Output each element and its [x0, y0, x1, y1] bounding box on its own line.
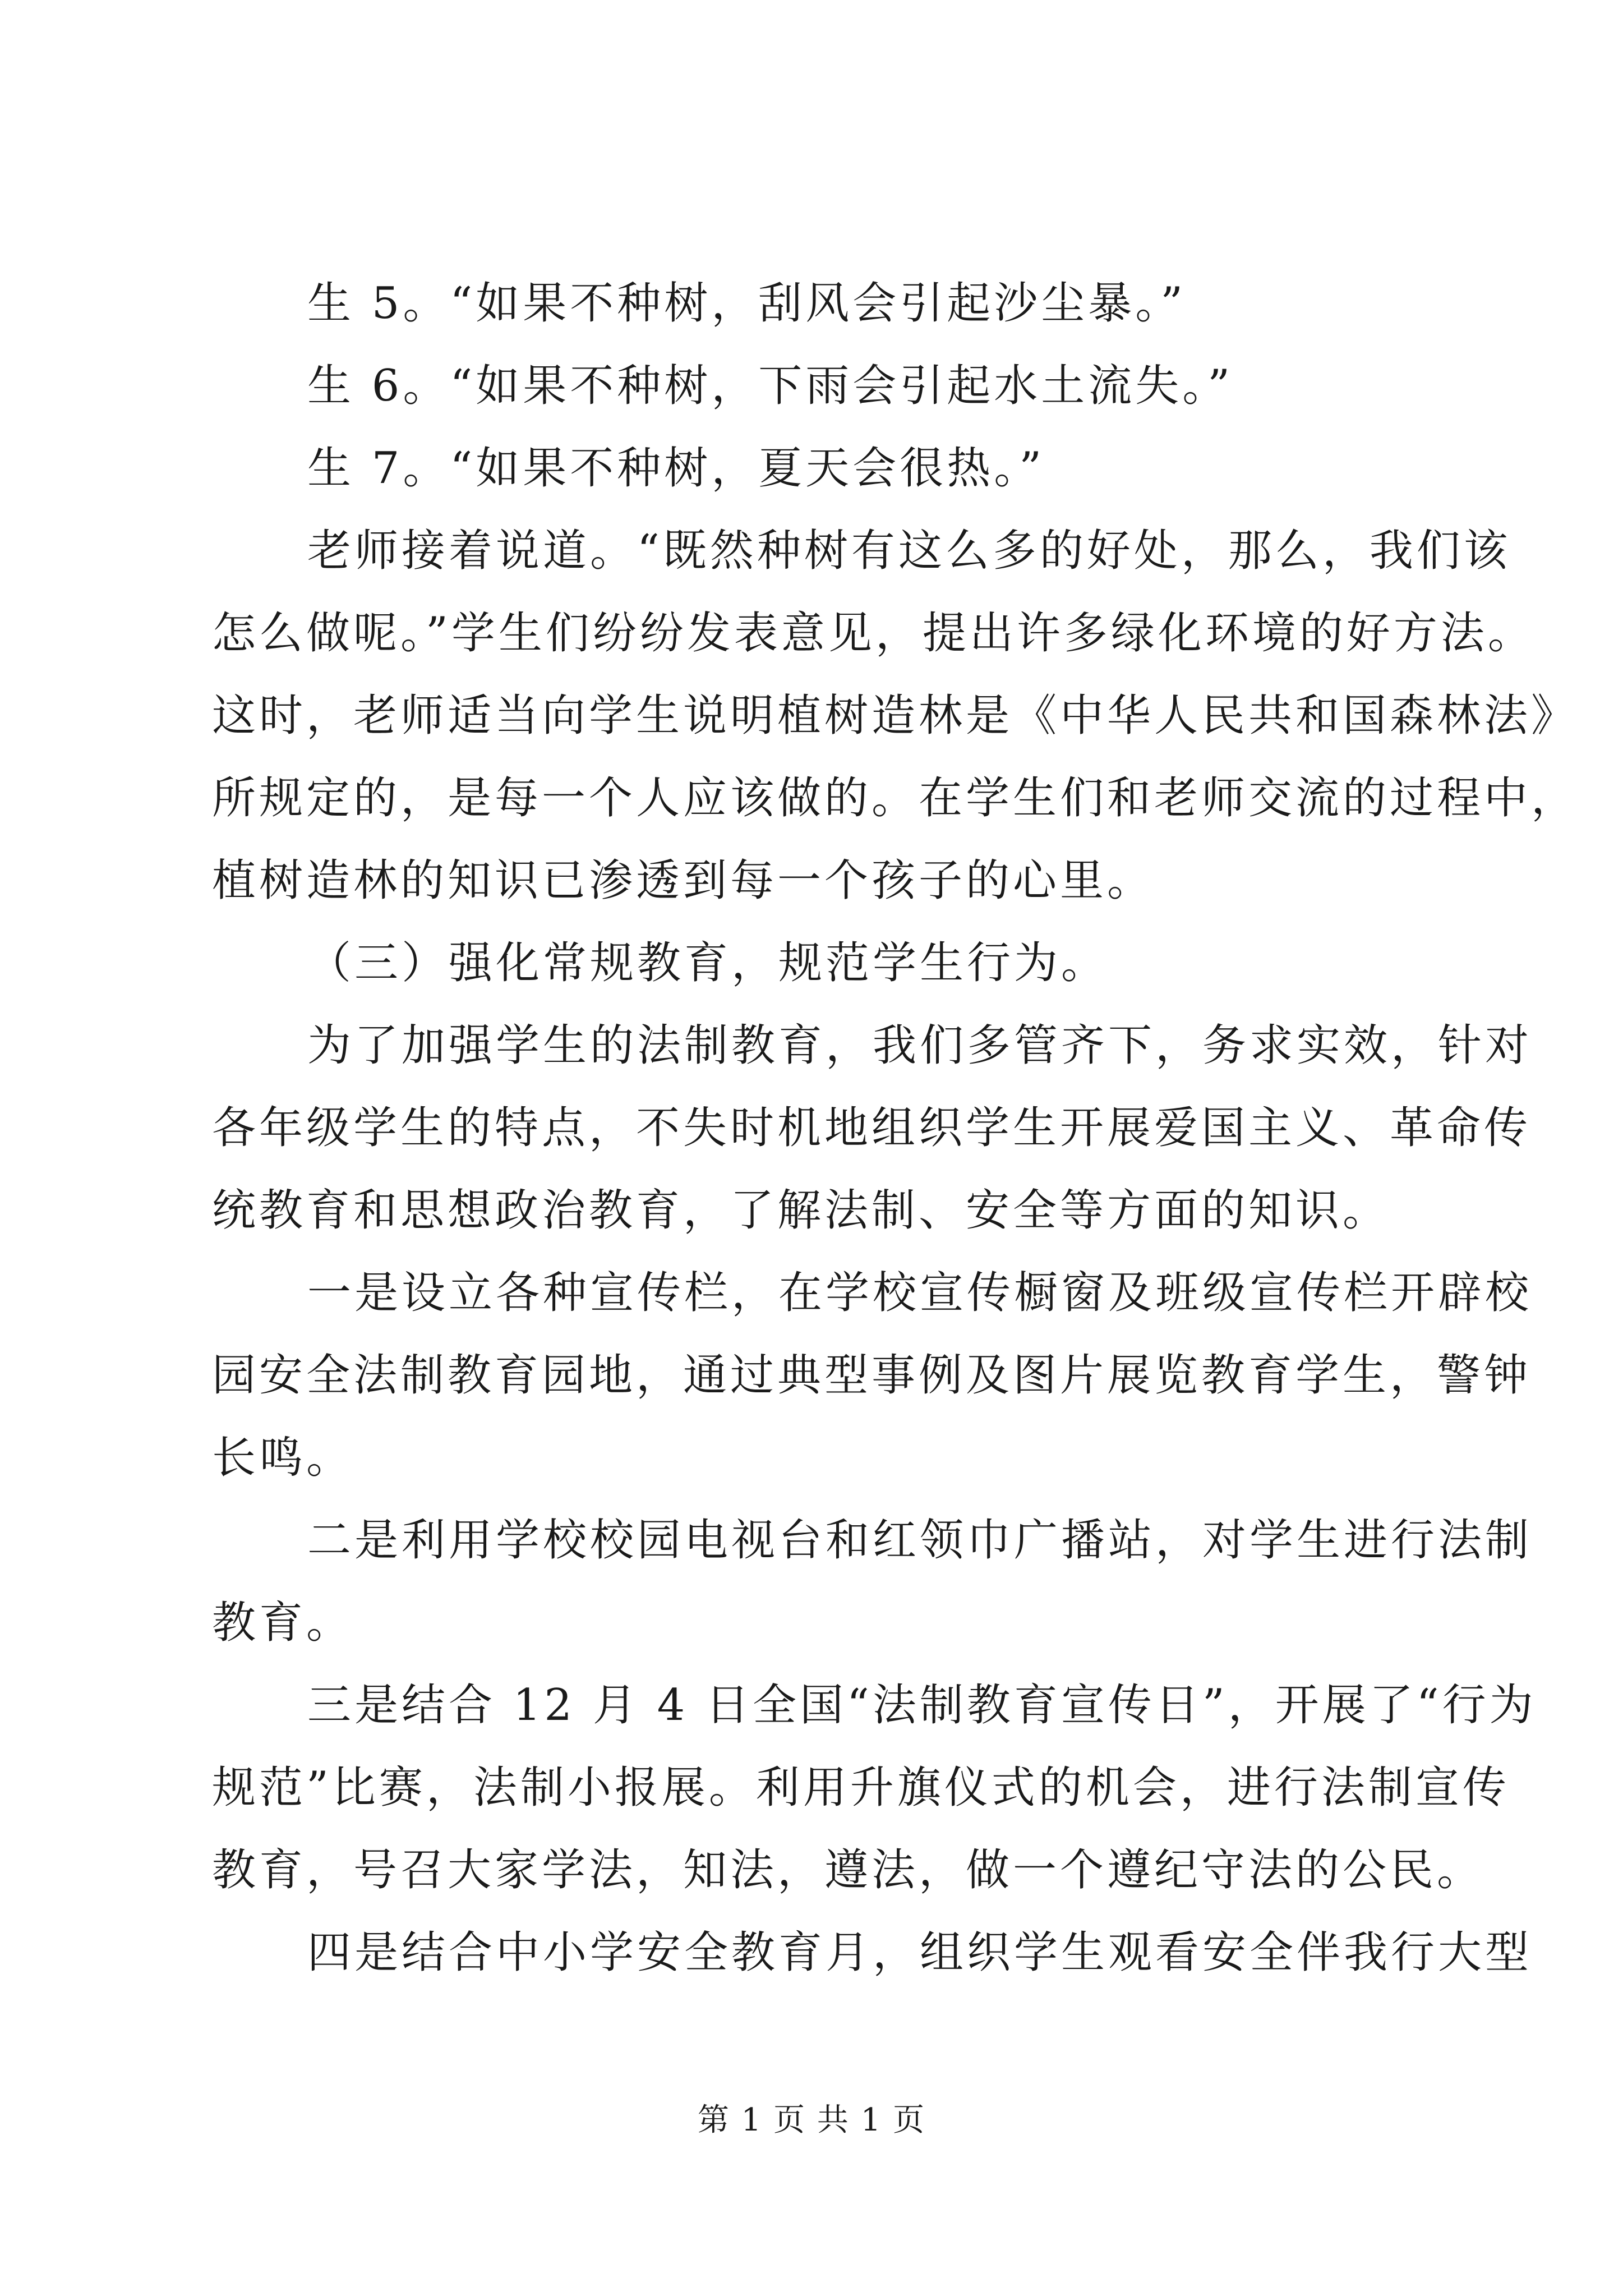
paragraph-item-4-line-1: 四是结合中小学安全教育月，组织学生观看安全伴我行大型 [307, 1927, 1533, 1978]
line-student-5: 生 5。“如果不种树，刮风会引起沙尘暴。” [307, 278, 1187, 329]
section-heading-3: （三）强化常规教育，规范学生行为。 [307, 938, 1109, 988]
paragraph-teacher-line-3: 这时，老师适当向学生说明植树造林是《中华人民共和国森林法》 [212, 691, 1579, 741]
paragraph-teacher-line-4: 所规定的，是每一个人应该做的。在学生们和老师交流的过程中， [212, 773, 1579, 823]
paragraph-item-1-line-1: 一是设立各种宣传栏，在学校宣传橱窗及班级宣传栏开辟校 [307, 1268, 1533, 1318]
paragraph-item-3-line-2: 规范”比赛，法制小报展。利用升旗仪式的机会，进行法制宣传 [212, 1763, 1510, 1813]
line-student-7: 生 7。“如果不种树，夏天会很热。” [307, 443, 1045, 494]
paragraph-item-2-line-1: 二是利用学校校园电视台和红领巾广播站，对学生进行法制 [307, 1515, 1533, 1566]
paragraph-item-2-line-2: 教育。 [212, 1598, 354, 1648]
paragraph-law-edu-line-1: 为了加强学生的法制教育，我们多管齐下，务求实效，针对 [307, 1020, 1533, 1071]
paragraph-law-edu-line-3: 统教育和思想政治教育，了解法制、安全等方面的知识。 [212, 1185, 1390, 1236]
paragraph-item-3-line-3: 教育，号召大家学法，知法，遵法，做一个遵纪守法的公民。 [212, 1845, 1484, 1895]
paragraph-law-edu-line-2: 各年级学生的特点，不失时机地组织学生开展爱国主义、革命传 [212, 1103, 1532, 1153]
paragraph-teacher-line-1: 老师接着说道。“既然种树有这么多的好处，那么，我们该 [307, 526, 1511, 576]
paragraph-teacher-line-5: 植树造林的知识已渗透到每一个孩子的心里。 [212, 855, 1155, 906]
paragraph-item-1-line-3: 长鸣。 [212, 1433, 354, 1483]
paragraph-item-3-line-1: 三是结合 12 月 4 日全国“法制教育宣传日”，开展了“行为 [307, 1680, 1537, 1731]
paragraph-item-1-line-2: 园安全法制教育园地，通过典型事例及图片展览教育学生，警钟 [212, 1350, 1532, 1401]
line-student-6: 生 6。“如果不种树，下雨会引起水土流失。” [307, 361, 1234, 411]
paragraph-teacher-line-2: 怎么做呢。”学生们纷纷发表意见，提出许多绿化环境的好方法。 [212, 608, 1535, 659]
page-footer: 第 1 页 共 1 页 [697, 2102, 926, 2138]
